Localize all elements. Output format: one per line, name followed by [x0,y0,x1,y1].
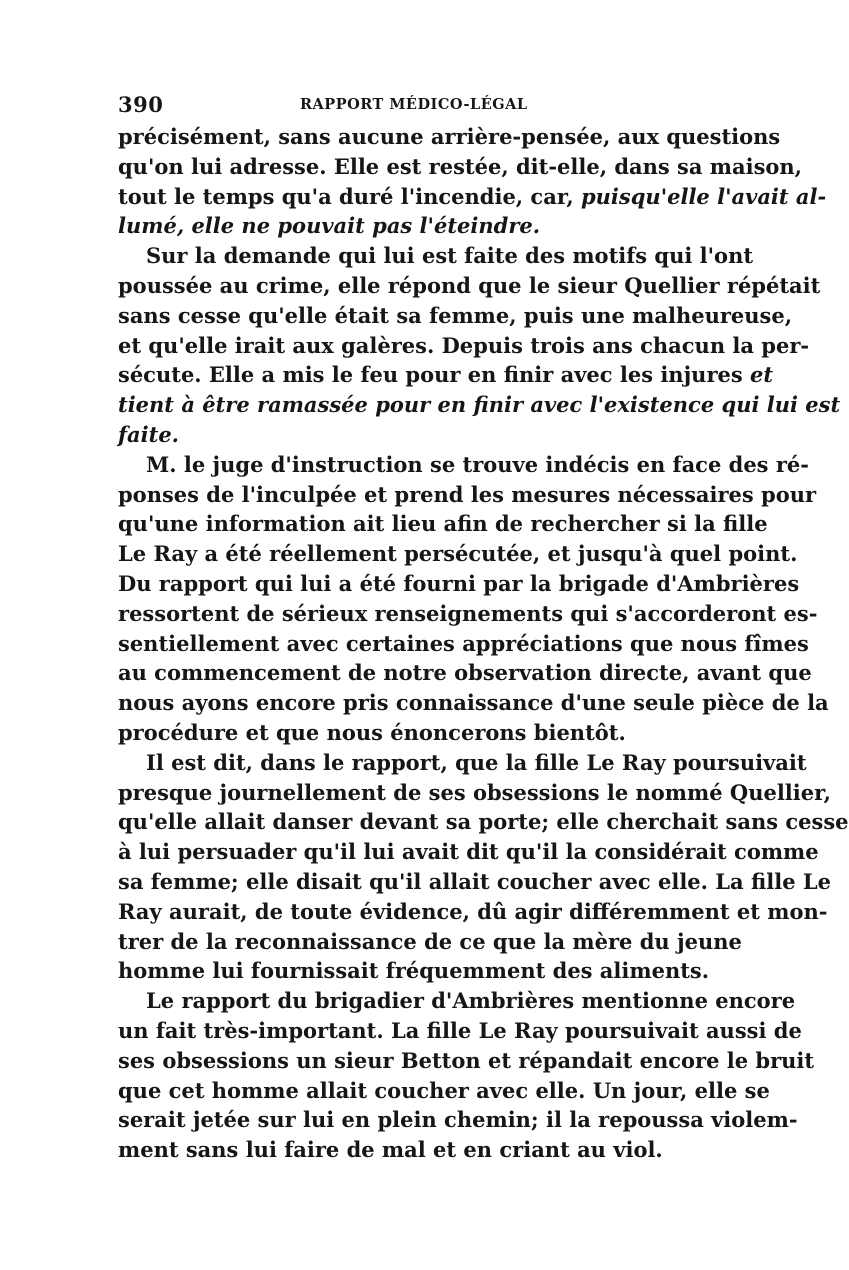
text-line [118,1105,798,1135]
text-line [118,241,754,271]
running-title: RAPPORT MÉDICO-LÉGAL [300,96,528,113]
text-line [118,211,674,241]
text-line [118,718,674,748]
text-line [118,301,793,331]
text-line [118,956,710,986]
italic-text: puisqu'elle l'avait al- [580,183,827,209]
line-text: ponses de l'inculpée et prend les mesures nécessaires pour [118,481,817,507]
text-line [118,450,809,480]
text-line [118,1046,815,1076]
line-text: qu'elle allait danser devant sa porte; elle cherchait sans cesse [118,809,849,835]
paragraph [118,748,849,986]
line-text: ment sans lui faire de mal et en criant au viol. [118,1137,663,1163]
line-text: Sur la demande qui lui est faite des motifs qui l'ont [146,243,754,269]
text-line [118,629,809,659]
text-line [118,807,849,837]
line-text: sans cesse qu'elle était sa femme, puis une malheureuse, [118,302,793,328]
line-text: un fait très-important. La fille Le Ray poursuivait aussi de [118,1017,802,1043]
text-line [118,509,768,539]
running-head [118,88,674,122]
page-number: 390 [118,92,164,117]
line-text: sa femme; elle disait qu'il allait coucher avec elle. La fille Le [118,868,831,894]
paragraph [118,986,815,1165]
text-line [118,1135,674,1165]
line-text: sécute. Elle a mis le feu pour en finir avec les injures [118,362,750,388]
line-text: sentiellement avec certaines appréciations que nous fîmes [118,630,809,656]
text-line [118,658,812,688]
line-text: précisément, sans aucune arrière-pensée, aux questions [118,124,781,149]
text-line [118,182,827,212]
line-text: qu'on lui adresse. Elle est restée, dit-elle, dans sa maison, [118,153,802,179]
text-line [118,837,819,867]
text-line [118,1016,802,1046]
paragraph [118,241,841,450]
line-text: à lui persuader qu'il lui avait dit qu'il la considérait comme [118,839,819,865]
text-line [118,122,781,152]
text-line [118,778,831,808]
text-line [118,688,829,718]
text-line [118,867,831,897]
text-line [118,599,818,629]
italic-text: et [750,362,774,388]
book-page [118,88,849,1165]
line-text: Du rapport qui lui a été fourni par la brigade d'Ambrières [118,570,800,596]
text-line [118,152,802,182]
text-line [118,897,828,927]
line-text: Ray aurait, de toute évidence, dû agir différemment et mon- [118,898,828,924]
line-text: Le rapport du brigadier d'Ambrières mentionne encore [146,988,796,1014]
line-text: serait jetée sur lui en plein chemin; il la repoussa violem- [118,1107,798,1133]
line-text: tout le temps qu'a duré l'incendie, car, [118,183,581,209]
text-line [118,331,810,361]
italic-text: tient à être ramassée pour en finir avec l'existence qui lui est [118,392,841,418]
line-text: trer de la reconnaissance de ce que la mère du jeune [118,928,742,954]
italic-text: lumé, elle ne pouvait pas l'éteindre. [118,213,541,239]
text-line [118,420,674,450]
line-text: presque journellement de ses obsessions le nommé Quellier, [118,779,831,805]
paragraph [118,122,827,241]
text-line [118,480,817,510]
line-text: qu'une information ait lieu afin de rechercher si la fille [118,511,768,537]
text-line [118,360,774,390]
line-text: au commencement de notre observation directe, avant que [118,660,812,686]
line-text: nous ayons encore pris connaissance d'une seule pièce de la [118,690,829,716]
line-text: homme lui fournissait fréquemment des aliments. [118,958,710,984]
line-text: procédure et que nous énoncerons bientôt. [118,719,626,745]
line-text: que cet homme allait coucher avec elle. Un jour, elle se [118,1077,770,1103]
line-text: M. le juge d'instruction se trouve indécis en face des ré- [146,451,809,477]
line-text: et qu'elle irait aux galères. Depuis trois ans chacun la per- [118,332,810,358]
body-text [118,122,849,1165]
text-line [118,539,798,569]
line-text: Le Ray a été réellement persécutée, et jusqu'à quel point. [118,541,798,567]
text-line [118,986,796,1016]
text-line [118,748,807,778]
text-line [118,927,742,957]
text-line [118,1076,770,1106]
italic-text: faite. [118,421,179,447]
paragraph [118,450,829,748]
line-text: Il est dit, dans le rapport, que la fille Le Ray poursuivait [146,749,807,775]
line-text: ses obsessions un sieur Betton et répandait encore le bruit [118,1047,815,1073]
text-line [118,390,841,420]
text-line [118,569,800,599]
line-text: ressortent de sérieux renseignements qui s'accorderont es- [118,600,818,626]
line-text: poussée au crime, elle répond que le sieur Quellier répétait [118,272,821,298]
text-line [118,271,821,301]
